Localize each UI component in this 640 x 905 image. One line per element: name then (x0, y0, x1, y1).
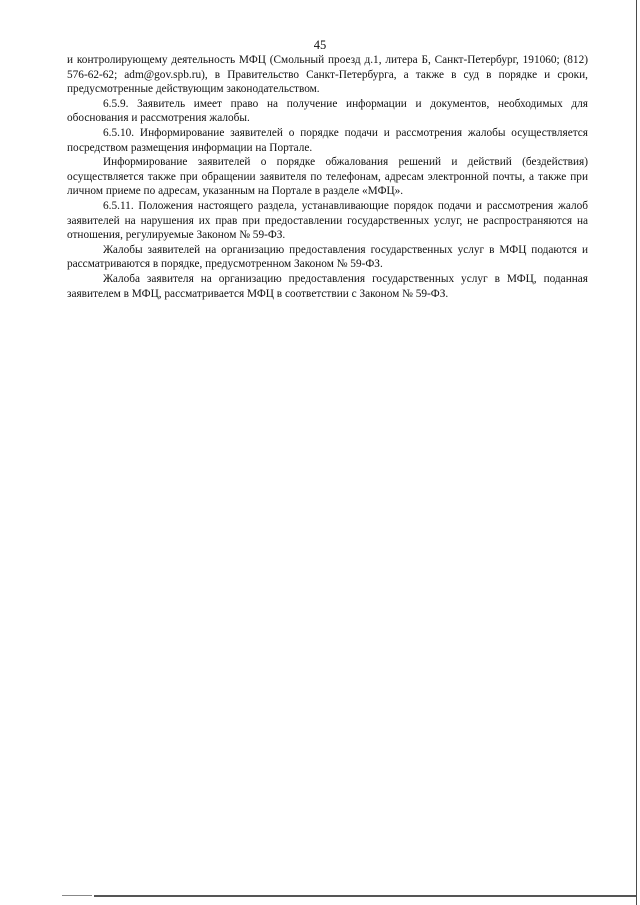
scan-edge-line (636, 0, 637, 905)
paragraph-informing: Информирование заявителей о порядке обжалования решений и действий (бездействия) осуществляется также при обращении заявителя по телефонам, адресам электронной почты, а также при личном приеме по адресам, указанным на Портале в разделе «МФЦ». (67, 156, 588, 198)
paragraph-6-5-11: 6.5.11. Положения настоящего раздела, устанавливающие порядок подачи и рассмотрения жалоб заявителей на нарушения их прав при предоставлении государственных услуг, не распространяются на отношения, регулируемые Законом № 59-ФЗ. (67, 199, 588, 242)
paragraph-continuation: и контролирующему деятельность МФЦ (Смольный проезд д.1, литера Б, Санкт-Петербург, 191060; (812) 576-62-62; adm@gov.spb.ru), в Правительство Санкт-Петербурга, а также в суд в порядке и сроки, предусмотренные действующим законодательством. (67, 54, 588, 96)
bottom-rule (94, 895, 636, 897)
paragraph-6-5-9: 6.5.9. Заявитель имеет право на получение информации и документов, необходимых для обоснования и рассмотрения жалобы. (67, 97, 588, 125)
page-number: 45 (313, 38, 327, 52)
bottom-rule-short (62, 895, 92, 896)
paragraph-complaint-review: Жалоба заявителя на организацию предоставления государственных услуг в МФЦ, поданная заявителем в МФЦ, рассматривается МФЦ в соответствии с Законом № 59-ФЗ. (67, 272, 588, 300)
paragraph-6-5-10: 6.5.10. Информирование заявителей о порядке подачи и рассмотрения жалобы осуществляется посредством размещения информации на Портале. (67, 126, 588, 154)
document-body (67, 53, 588, 301)
paragraph-complaints-mfc: Жалобы заявителей на организацию предоставления государственных услуг в МФЦ подаются и рассматриваются в порядке, предусмотренном Законом № 59-ФЗ. (67, 243, 588, 271)
